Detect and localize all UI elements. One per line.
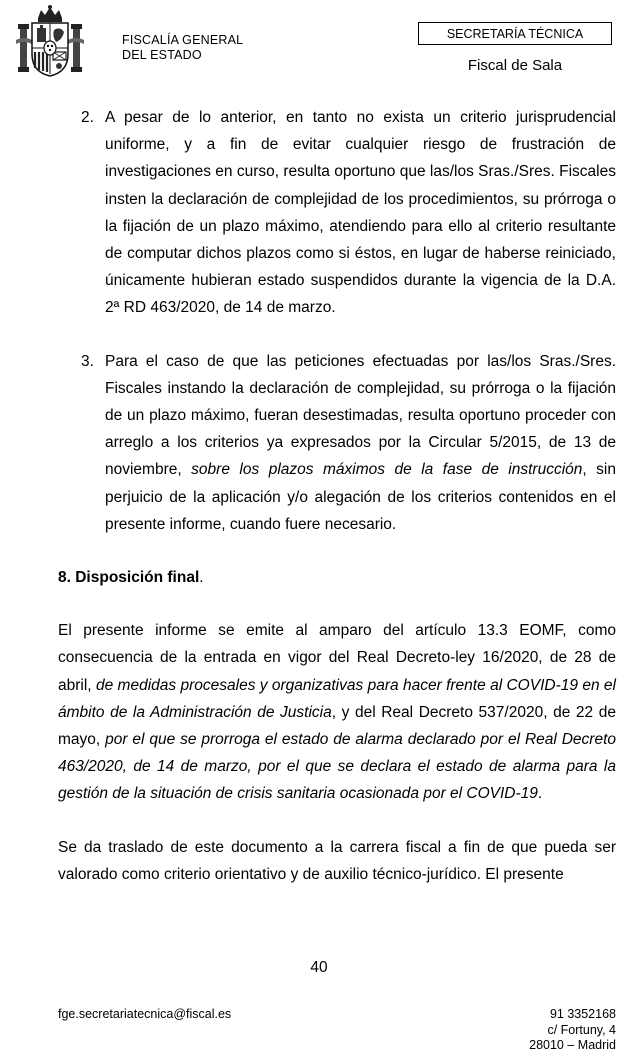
footer-phone: 91 3352168 <box>549 1007 616 1021</box>
list-item-text: A pesar de lo anterior, en tanto no exista un criterio jurisprudencial uniforme, y a fin de evitar cualquier riesgo de frustración de investigaciones en curso, resulta oportuno que las/los Sras./Sres. Fiscales insten la declaración de complejidad de los procedimientos, su prórroga o la fijación de un plazo máximo, atendiendo para ello al criterio resultante de computar dichos plazos como si éstos, en lugar de haberse reiniciado, únicamente hubieran estado suspendidos durante la vigencia de la D.A. 2ª RD 463/2020, de 14 de marzo. <box>105 109 616 317</box>
unit-box: SECRETARÍA TÉCNICA <box>418 22 612 45</box>
text-run: Para el caso de que las peticiones efectuadas por las/los Sras./Sres. Fiscales instando la declaración de complejidad, su prórroga o la fijación de un plazo máximo, fueran desestimadas, resulta oportuno proceder con arreglo a los criterios ya expresados por la Circular 5/2015, de 13 de noviembre, <box>105 352 616 479</box>
subunit-label: Fiscal de Sala <box>467 57 563 74</box>
text-run: El presente informe se emite al amparo del artículo 13.3 EOMF, como consecuencia de la entrada en vigor del Real Decreto-ley 16/2020, de 28 de abril, <box>58 622 616 694</box>
text-run: . <box>537 785 543 803</box>
paragraph <box>58 617 616 807</box>
list-item-text <box>105 348 616 538</box>
footer-email: fge.secretariatecnica@fiscal.es <box>58 1007 232 1021</box>
text-run: , y del Real Decreto 537/2020, de 22 de mayo, <box>58 703 616 749</box>
issuing-organization <box>122 33 243 63</box>
italic-run: por el que se prorroga el estado de alarma declarado por el Real Decreto 463/2020, de 14 de marzo, por el que se declara el estado de alarma para la gestión de la situación de crisis sanitaria ocasionada por el COVID-19 <box>58 731 616 803</box>
section-heading <box>58 564 616 591</box>
section-title: 8. Disposición final <box>58 569 200 587</box>
italic-run: de medidas procesales y organizativas para hacer frente al COVID-19 en el ámbito de la Administración de Justicia <box>58 676 616 721</box>
list-item <box>58 104 616 322</box>
italic-run: sobre los plazos máximos de la fase de instrucción <box>191 461 583 479</box>
coat-of-arms-icon <box>14 4 86 78</box>
footer-street: c/ Fortuny, 4 <box>547 1022 616 1037</box>
footer-address <box>529 1007 616 1054</box>
org-line-1: FISCALÍA GENERAL <box>122 33 244 47</box>
section-title-period: . <box>199 569 204 587</box>
org-line-2: DEL ESTADO <box>122 48 202 62</box>
footer-city: 28010 – Madrid <box>529 1038 616 1052</box>
page-number: 40 <box>310 959 328 976</box>
list-item-number: 3. <box>81 352 94 370</box>
list-item-number: 2. <box>81 109 94 126</box>
text-run: , sin perjuicio de la aplicación y/o alegación de los criterios contenidos en el presente informe, cuando fuere necesario. <box>105 461 616 533</box>
list-item <box>58 348 616 538</box>
paragraph: Se da traslado de este documento a la carrera fiscal a fin de que pueda ser valorado como criterio orientativo y de auxilio técnico-jurídico. El presente <box>58 838 616 883</box>
page-body <box>58 104 616 888</box>
